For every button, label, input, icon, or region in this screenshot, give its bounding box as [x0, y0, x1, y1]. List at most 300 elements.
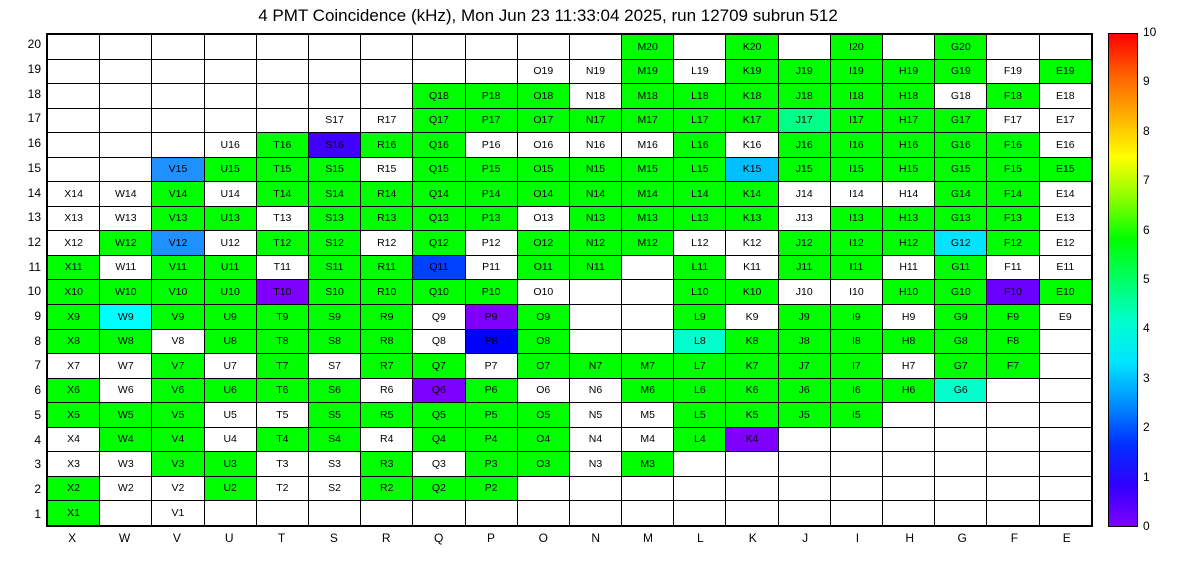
heatmap-cell[interactable]: X6 [48, 378, 100, 403]
heatmap-cell[interactable]: I12 [830, 231, 882, 256]
heatmap-cell[interactable]: S8 [308, 329, 360, 354]
heatmap-cell[interactable]: O8 [517, 329, 569, 354]
heatmap-cell[interactable]: T16 [256, 133, 308, 158]
heatmap-cell[interactable]: M5 [622, 403, 674, 428]
heatmap-cell[interactable] [361, 84, 413, 109]
heatmap-cell[interactable] [361, 501, 413, 526]
heatmap-cell[interactable]: O6 [517, 378, 569, 403]
heatmap-cell[interactable] [987, 378, 1039, 403]
heatmap-cell[interactable]: H8 [883, 329, 935, 354]
heatmap-cell[interactable]: E14 [1039, 182, 1091, 207]
heatmap-cell[interactable]: K9 [726, 305, 778, 330]
heatmap-cell[interactable]: Q14 [413, 182, 465, 207]
heatmap-cell[interactable]: H14 [883, 182, 935, 207]
heatmap-cell[interactable] [100, 133, 152, 158]
heatmap-cell[interactable] [569, 35, 621, 60]
heatmap-cell[interactable]: P17 [465, 108, 517, 133]
heatmap-cell[interactable]: K15 [726, 157, 778, 182]
heatmap-cell[interactable]: J13 [778, 206, 830, 231]
heatmap-cell[interactable]: R14 [361, 182, 413, 207]
heatmap-cell[interactable]: X4 [48, 427, 100, 452]
heatmap-cell[interactable]: K6 [726, 378, 778, 403]
heatmap-cell[interactable]: X12 [48, 231, 100, 256]
heatmap-cell[interactable]: U9 [204, 305, 256, 330]
heatmap-cell[interactable]: G12 [935, 231, 987, 256]
heatmap-cell[interactable]: N3 [569, 452, 621, 477]
heatmap-cell[interactable]: X7 [48, 354, 100, 379]
heatmap-cell[interactable] [778, 35, 830, 60]
heatmap-cell[interactable]: T15 [256, 157, 308, 182]
heatmap-cell[interactable]: R17 [361, 108, 413, 133]
heatmap-cell[interactable]: X1 [48, 501, 100, 526]
heatmap-cell[interactable]: E13 [1039, 206, 1091, 231]
heatmap-cell[interactable]: Q18 [413, 84, 465, 109]
heatmap-cell[interactable]: R9 [361, 305, 413, 330]
heatmap-cell[interactable]: K14 [726, 182, 778, 207]
heatmap-cell[interactable]: U4 [204, 427, 256, 452]
heatmap-cell[interactable]: F19 [987, 59, 1039, 84]
heatmap-cell[interactable]: N12 [569, 231, 621, 256]
heatmap-cell[interactable]: P16 [465, 133, 517, 158]
heatmap-cell[interactable]: M16 [622, 133, 674, 158]
heatmap-cell[interactable]: L6 [674, 378, 726, 403]
heatmap-cell[interactable]: W13 [100, 206, 152, 231]
heatmap-cell[interactable]: L7 [674, 354, 726, 379]
heatmap-cell[interactable]: O19 [517, 59, 569, 84]
heatmap-cell[interactable]: V8 [152, 329, 204, 354]
heatmap-cell[interactable]: R6 [361, 378, 413, 403]
heatmap-cell[interactable]: G20 [935, 35, 987, 60]
heatmap-cell[interactable]: M12 [622, 231, 674, 256]
heatmap-cell[interactable]: S10 [308, 280, 360, 305]
heatmap-cell[interactable] [830, 501, 882, 526]
heatmap-cell[interactable]: O11 [517, 255, 569, 280]
heatmap-cell[interactable]: J6 [778, 378, 830, 403]
heatmap-cell[interactable] [100, 108, 152, 133]
heatmap-cell[interactable] [987, 35, 1039, 60]
heatmap-cell[interactable]: M13 [622, 206, 674, 231]
heatmap-cell[interactable]: F17 [987, 108, 1039, 133]
heatmap-cell[interactable]: Q9 [413, 305, 465, 330]
heatmap-cell[interactable] [100, 501, 152, 526]
heatmap-cell[interactable]: L19 [674, 59, 726, 84]
heatmap-cell[interactable] [48, 84, 100, 109]
heatmap-cell[interactable]: X10 [48, 280, 100, 305]
heatmap-cell[interactable] [308, 84, 360, 109]
heatmap-cell[interactable]: K16 [726, 133, 778, 158]
heatmap-cell[interactable]: X8 [48, 329, 100, 354]
heatmap-cell[interactable]: K12 [726, 231, 778, 256]
heatmap-cell[interactable]: V1 [152, 501, 204, 526]
heatmap-cell[interactable]: J9 [778, 305, 830, 330]
heatmap-cell[interactable]: M17 [622, 108, 674, 133]
heatmap-cell[interactable] [204, 35, 256, 60]
heatmap-cell[interactable] [413, 501, 465, 526]
heatmap-cell[interactable]: G18 [935, 84, 987, 109]
heatmap-cell[interactable]: N18 [569, 84, 621, 109]
heatmap-cell[interactable]: S2 [308, 476, 360, 501]
heatmap-cell[interactable]: I13 [830, 206, 882, 231]
heatmap-cell[interactable]: V14 [152, 182, 204, 207]
heatmap-cell[interactable]: K7 [726, 354, 778, 379]
heatmap-cell[interactable]: I8 [830, 329, 882, 354]
heatmap-cell[interactable] [361, 59, 413, 84]
heatmap-cell[interactable] [622, 255, 674, 280]
heatmap-cell[interactable] [987, 452, 1039, 477]
heatmap-cell[interactable] [48, 35, 100, 60]
heatmap-cell[interactable]: J7 [778, 354, 830, 379]
heatmap-cell[interactable]: O13 [517, 206, 569, 231]
heatmap-cell[interactable]: K5 [726, 403, 778, 428]
heatmap-cell[interactable]: N14 [569, 182, 621, 207]
heatmap-cell[interactable]: Q17 [413, 108, 465, 133]
heatmap-cell[interactable]: V9 [152, 305, 204, 330]
heatmap-cell[interactable]: T11 [256, 255, 308, 280]
heatmap-cell[interactable]: H16 [883, 133, 935, 158]
heatmap-cell[interactable]: Q10 [413, 280, 465, 305]
heatmap-cell[interactable]: P6 [465, 378, 517, 403]
heatmap-cell[interactable]: F14 [987, 182, 1039, 207]
heatmap-cell[interactable] [152, 133, 204, 158]
heatmap-cell[interactable]: N11 [569, 255, 621, 280]
heatmap-cell[interactable] [883, 501, 935, 526]
heatmap-cell[interactable]: U10 [204, 280, 256, 305]
heatmap-cell[interactable]: G10 [935, 280, 987, 305]
heatmap-cell[interactable]: W4 [100, 427, 152, 452]
heatmap-cell[interactable] [152, 108, 204, 133]
heatmap-cell[interactable] [778, 476, 830, 501]
heatmap-cell[interactable]: I17 [830, 108, 882, 133]
heatmap-cell[interactable]: T3 [256, 452, 308, 477]
heatmap-cell[interactable]: P10 [465, 280, 517, 305]
heatmap-cell[interactable]: P5 [465, 403, 517, 428]
heatmap-cell[interactable]: S5 [308, 403, 360, 428]
heatmap-cell[interactable]: V10 [152, 280, 204, 305]
heatmap-cell[interactable]: R4 [361, 427, 413, 452]
heatmap-cell[interactable]: R7 [361, 354, 413, 379]
heatmap-cell[interactable] [1039, 354, 1091, 379]
heatmap-cell[interactable]: H13 [883, 206, 935, 231]
heatmap-cell[interactable]: V12 [152, 231, 204, 256]
heatmap-cell[interactable] [204, 501, 256, 526]
heatmap-cell[interactable] [465, 59, 517, 84]
heatmap-cell[interactable]: F8 [987, 329, 1039, 354]
heatmap-cell[interactable]: V15 [152, 157, 204, 182]
heatmap-cell[interactable] [674, 501, 726, 526]
heatmap-cell[interactable]: J18 [778, 84, 830, 109]
heatmap-cell[interactable]: J12 [778, 231, 830, 256]
heatmap-cell[interactable] [1039, 378, 1091, 403]
heatmap-cell[interactable]: F16 [987, 133, 1039, 158]
heatmap-cell[interactable] [1039, 329, 1091, 354]
heatmap-cell[interactable]: W5 [100, 403, 152, 428]
heatmap-cell[interactable] [883, 403, 935, 428]
heatmap-cell[interactable] [152, 59, 204, 84]
heatmap-cell[interactable] [778, 427, 830, 452]
heatmap-cell[interactable] [987, 427, 1039, 452]
heatmap-cell[interactable]: Q7 [413, 354, 465, 379]
heatmap-cell[interactable] [256, 59, 308, 84]
heatmap-cell[interactable]: I20 [830, 35, 882, 60]
heatmap-cell[interactable]: R3 [361, 452, 413, 477]
heatmap-cell[interactable]: N7 [569, 354, 621, 379]
heatmap-cell[interactable]: V2 [152, 476, 204, 501]
heatmap-cell[interactable] [569, 329, 621, 354]
heatmap-cell[interactable]: L11 [674, 255, 726, 280]
heatmap-cell[interactable]: O18 [517, 84, 569, 109]
heatmap-cell[interactable]: U3 [204, 452, 256, 477]
heatmap-cell[interactable]: X9 [48, 305, 100, 330]
heatmap-cell[interactable]: T2 [256, 476, 308, 501]
heatmap-cell[interactable] [308, 35, 360, 60]
heatmap-cell[interactable]: O16 [517, 133, 569, 158]
heatmap-cell[interactable]: U7 [204, 354, 256, 379]
heatmap-cell[interactable]: L17 [674, 108, 726, 133]
heatmap-cell[interactable]: H15 [883, 157, 935, 182]
heatmap-cell[interactable]: V5 [152, 403, 204, 428]
heatmap-cell[interactable]: J15 [778, 157, 830, 182]
heatmap-cell[interactable] [935, 501, 987, 526]
heatmap-cell[interactable] [308, 501, 360, 526]
heatmap-cell[interactable]: H17 [883, 108, 935, 133]
heatmap-cell[interactable]: I14 [830, 182, 882, 207]
heatmap-cell[interactable]: U12 [204, 231, 256, 256]
heatmap-cell[interactable]: M7 [622, 354, 674, 379]
heatmap-cell[interactable]: H11 [883, 255, 935, 280]
heatmap-cell[interactable]: P7 [465, 354, 517, 379]
heatmap-cell[interactable]: P11 [465, 255, 517, 280]
heatmap-cell[interactable]: S6 [308, 378, 360, 403]
heatmap-cell[interactable]: G9 [935, 305, 987, 330]
heatmap-cell[interactable]: M18 [622, 84, 674, 109]
heatmap-cell[interactable] [726, 501, 778, 526]
heatmap-cell[interactable] [674, 35, 726, 60]
heatmap-cell[interactable]: R8 [361, 329, 413, 354]
heatmap-cell[interactable]: M14 [622, 182, 674, 207]
heatmap-cell[interactable]: T6 [256, 378, 308, 403]
heatmap-cell[interactable]: R13 [361, 206, 413, 231]
heatmap-cell[interactable]: R2 [361, 476, 413, 501]
heatmap-cell[interactable]: T10 [256, 280, 308, 305]
heatmap-cell[interactable]: V11 [152, 255, 204, 280]
heatmap-cell[interactable] [1039, 427, 1091, 452]
heatmap-cell[interactable]: H19 [883, 59, 935, 84]
heatmap-cell[interactable]: N5 [569, 403, 621, 428]
heatmap-cell[interactable]: Q16 [413, 133, 465, 158]
heatmap-cell[interactable] [987, 501, 1039, 526]
heatmap-cell[interactable] [100, 84, 152, 109]
heatmap-cell[interactable] [256, 108, 308, 133]
heatmap-cell[interactable] [726, 452, 778, 477]
heatmap-cell[interactable] [569, 501, 621, 526]
heatmap-cell[interactable] [830, 452, 882, 477]
heatmap-cell[interactable] [413, 35, 465, 60]
heatmap-cell[interactable] [100, 35, 152, 60]
heatmap-cell[interactable]: H10 [883, 280, 935, 305]
heatmap-cell[interactable]: X13 [48, 206, 100, 231]
heatmap-cell[interactable] [465, 501, 517, 526]
heatmap-cell[interactable]: P2 [465, 476, 517, 501]
heatmap-cell[interactable]: U14 [204, 182, 256, 207]
heatmap-cell[interactable]: Q5 [413, 403, 465, 428]
heatmap-cell[interactable]: J14 [778, 182, 830, 207]
heatmap-cell[interactable] [256, 501, 308, 526]
heatmap-cell[interactable]: F10 [987, 280, 1039, 305]
heatmap-cell[interactable]: X3 [48, 452, 100, 477]
heatmap-cell[interactable] [674, 476, 726, 501]
heatmap-cell[interactable]: O12 [517, 231, 569, 256]
heatmap-cell[interactable]: F18 [987, 84, 1039, 109]
heatmap-cell[interactable] [361, 35, 413, 60]
heatmap-cell[interactable]: P18 [465, 84, 517, 109]
heatmap-cell[interactable] [883, 452, 935, 477]
heatmap-cell[interactable]: G16 [935, 133, 987, 158]
heatmap-cell[interactable]: L14 [674, 182, 726, 207]
heatmap-cell[interactable]: I6 [830, 378, 882, 403]
heatmap-cell[interactable]: Q11 [413, 255, 465, 280]
heatmap-cell[interactable]: X11 [48, 255, 100, 280]
heatmap-cell[interactable]: I16 [830, 133, 882, 158]
heatmap-cell[interactable]: V13 [152, 206, 204, 231]
heatmap-cell[interactable] [935, 476, 987, 501]
heatmap-cell[interactable]: K11 [726, 255, 778, 280]
heatmap-cell[interactable]: T7 [256, 354, 308, 379]
heatmap-cell[interactable] [883, 427, 935, 452]
heatmap-cell[interactable]: L9 [674, 305, 726, 330]
heatmap-cell[interactable]: G8 [935, 329, 987, 354]
heatmap-cell[interactable]: I7 [830, 354, 882, 379]
heatmap-cell[interactable]: K4 [726, 427, 778, 452]
heatmap-cell[interactable]: T4 [256, 427, 308, 452]
heatmap-cell[interactable] [883, 35, 935, 60]
heatmap-cell[interactable]: G7 [935, 354, 987, 379]
heatmap-cell[interactable]: W6 [100, 378, 152, 403]
heatmap-cell[interactable]: G17 [935, 108, 987, 133]
heatmap-cell[interactable]: I18 [830, 84, 882, 109]
heatmap-cell[interactable]: J19 [778, 59, 830, 84]
heatmap-cell[interactable]: E10 [1039, 280, 1091, 305]
heatmap-cell[interactable]: Q13 [413, 206, 465, 231]
heatmap-cell[interactable]: Q12 [413, 231, 465, 256]
heatmap-cell[interactable]: V7 [152, 354, 204, 379]
heatmap-cell[interactable]: H7 [883, 354, 935, 379]
heatmap-cell[interactable]: X5 [48, 403, 100, 428]
heatmap-cell[interactable] [1039, 452, 1091, 477]
heatmap-cell[interactable] [517, 476, 569, 501]
heatmap-cell[interactable]: P13 [465, 206, 517, 231]
heatmap-cell[interactable]: P3 [465, 452, 517, 477]
heatmap-cell[interactable] [413, 59, 465, 84]
heatmap-cell[interactable]: E12 [1039, 231, 1091, 256]
heatmap-cell[interactable]: P9 [465, 305, 517, 330]
heatmap-cell[interactable] [622, 305, 674, 330]
heatmap-cell[interactable] [100, 157, 152, 182]
heatmap-cell[interactable]: L18 [674, 84, 726, 109]
heatmap-cell[interactable]: W8 [100, 329, 152, 354]
heatmap-cell[interactable] [622, 280, 674, 305]
heatmap-cell[interactable]: P8 [465, 329, 517, 354]
heatmap-cell[interactable] [100, 59, 152, 84]
heatmap-cell[interactable]: M4 [622, 427, 674, 452]
heatmap-cell[interactable]: E19 [1039, 59, 1091, 84]
heatmap-cell[interactable] [152, 35, 204, 60]
heatmap-cell[interactable]: H6 [883, 378, 935, 403]
heatmap-cell[interactable]: X14 [48, 182, 100, 207]
heatmap-cell[interactable]: J11 [778, 255, 830, 280]
heatmap-cell[interactable] [517, 501, 569, 526]
heatmap-cell[interactable]: O5 [517, 403, 569, 428]
heatmap-cell[interactable]: O4 [517, 427, 569, 452]
heatmap-cell[interactable] [935, 403, 987, 428]
heatmap-cell[interactable]: F13 [987, 206, 1039, 231]
heatmap-cell[interactable]: U11 [204, 255, 256, 280]
heatmap-cell[interactable]: L12 [674, 231, 726, 256]
heatmap-cell[interactable]: N6 [569, 378, 621, 403]
heatmap-cell[interactable]: I11 [830, 255, 882, 280]
heatmap-cell[interactable] [204, 108, 256, 133]
heatmap-cell[interactable]: J8 [778, 329, 830, 354]
heatmap-cell[interactable]: K19 [726, 59, 778, 84]
heatmap-cell[interactable] [830, 476, 882, 501]
heatmap-cell[interactable] [1039, 476, 1091, 501]
heatmap-cell[interactable]: H12 [883, 231, 935, 256]
heatmap-cell[interactable] [726, 476, 778, 501]
heatmap-cell[interactable]: T12 [256, 231, 308, 256]
heatmap-cell[interactable]: E9 [1039, 305, 1091, 330]
heatmap-cell[interactable]: W14 [100, 182, 152, 207]
heatmap-cell[interactable]: W9 [100, 305, 152, 330]
heatmap-cell[interactable]: T9 [256, 305, 308, 330]
heatmap-cell[interactable]: R12 [361, 231, 413, 256]
heatmap-cell[interactable] [256, 84, 308, 109]
heatmap-cell[interactable]: G14 [935, 182, 987, 207]
heatmap-cell[interactable] [517, 35, 569, 60]
heatmap-cell[interactable]: I9 [830, 305, 882, 330]
heatmap-cell[interactable]: R16 [361, 133, 413, 158]
heatmap-cell[interactable]: N19 [569, 59, 621, 84]
heatmap-cell[interactable] [622, 501, 674, 526]
heatmap-cell[interactable] [256, 35, 308, 60]
heatmap-cell[interactable]: R5 [361, 403, 413, 428]
heatmap-cell[interactable] [987, 403, 1039, 428]
heatmap-cell[interactable]: M19 [622, 59, 674, 84]
heatmap-cell[interactable]: S9 [308, 305, 360, 330]
heatmap-cell[interactable] [48, 157, 100, 182]
heatmap-cell[interactable] [48, 59, 100, 84]
heatmap-cell[interactable] [48, 133, 100, 158]
heatmap-cell[interactable]: T5 [256, 403, 308, 428]
heatmap-cell[interactable]: U6 [204, 378, 256, 403]
heatmap-cell[interactable]: P4 [465, 427, 517, 452]
heatmap-cell[interactable] [1039, 403, 1091, 428]
heatmap-cell[interactable]: O17 [517, 108, 569, 133]
heatmap-cell[interactable]: W12 [100, 231, 152, 256]
heatmap-cell[interactable]: F9 [987, 305, 1039, 330]
heatmap-cell[interactable]: N15 [569, 157, 621, 182]
heatmap-cell[interactable]: H18 [883, 84, 935, 109]
heatmap-cell[interactable]: M3 [622, 452, 674, 477]
heatmap-cell[interactable]: S11 [308, 255, 360, 280]
heatmap-cell[interactable]: Q8 [413, 329, 465, 354]
heatmap-cell[interactable] [674, 452, 726, 477]
heatmap-cell[interactable]: F11 [987, 255, 1039, 280]
heatmap-cell[interactable] [1039, 501, 1091, 526]
heatmap-cell[interactable] [778, 452, 830, 477]
heatmap-cell[interactable]: V6 [152, 378, 204, 403]
heatmap-cell[interactable]: K13 [726, 206, 778, 231]
heatmap-cell[interactable]: W3 [100, 452, 152, 477]
heatmap-cell[interactable] [935, 427, 987, 452]
